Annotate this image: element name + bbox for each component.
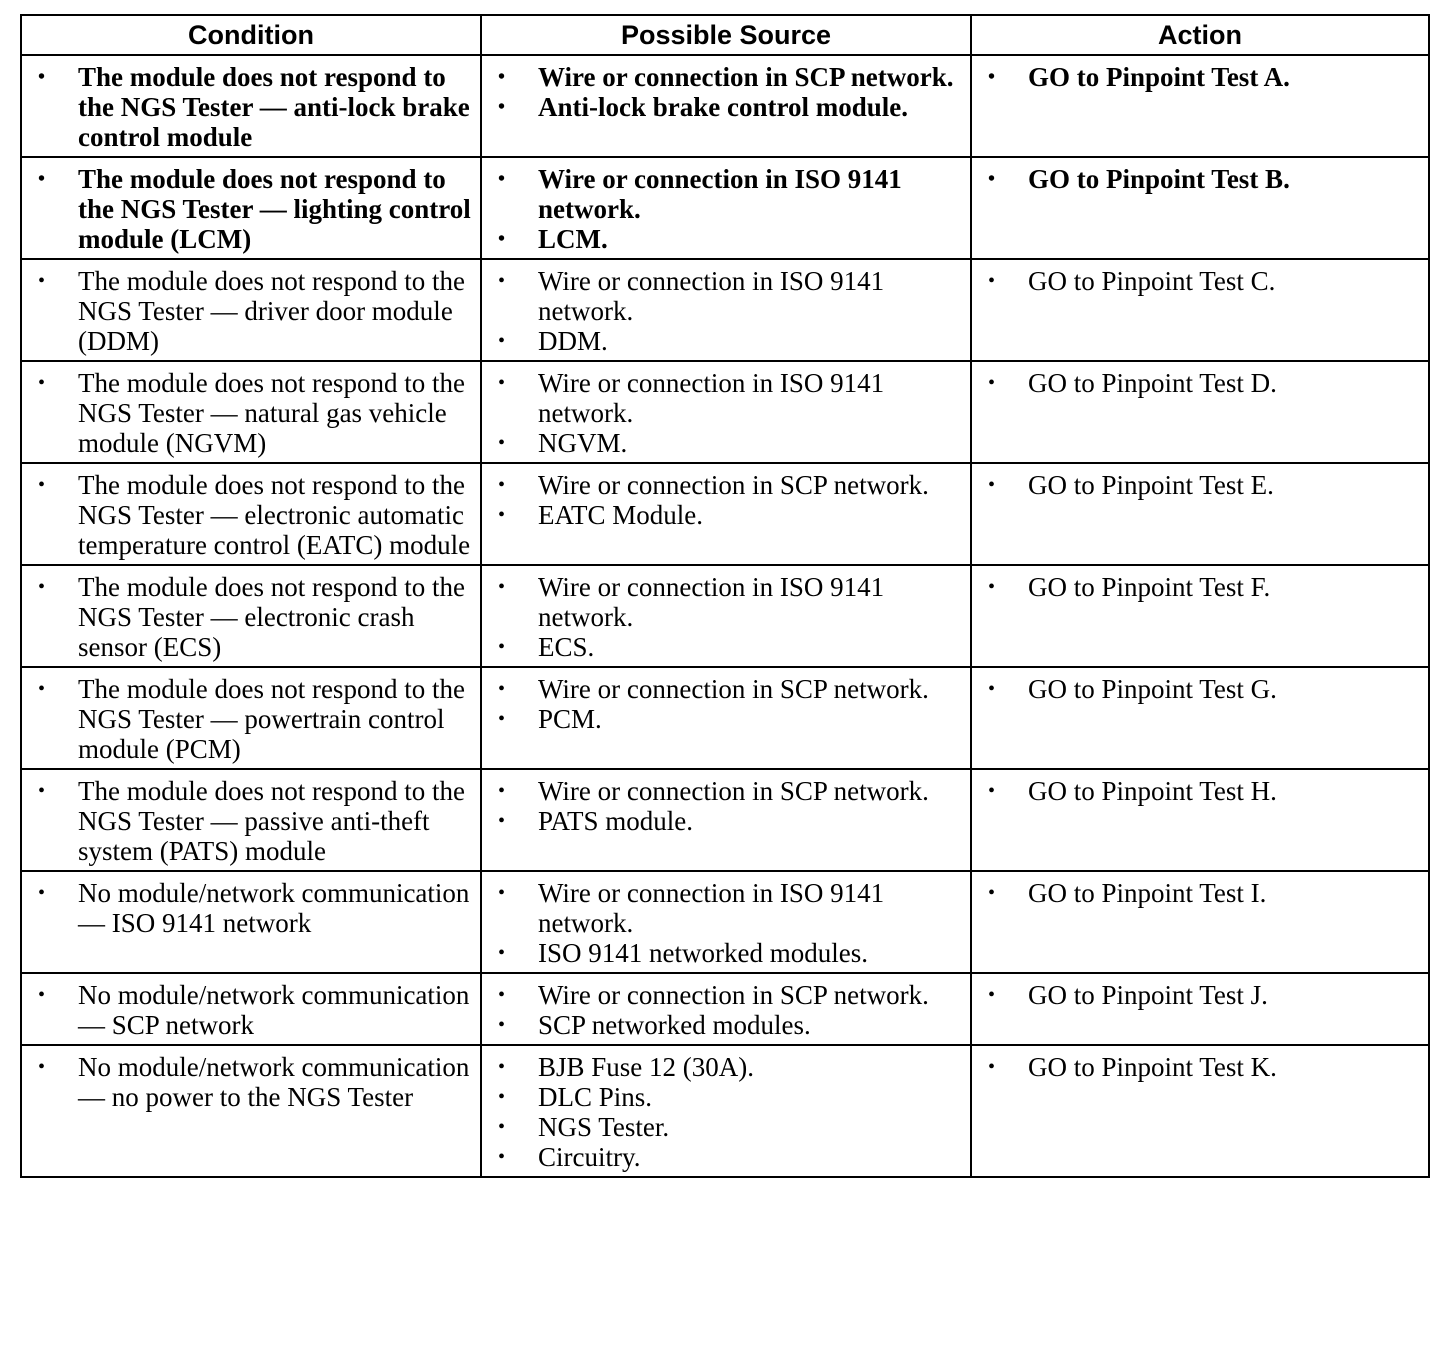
source-cell [481,871,971,973]
condition-cell [21,667,481,769]
action-text: • GO to Pinpoint Test I. [980,878,1420,908]
condition-cell [21,361,481,463]
source-cell [481,463,971,565]
source-item: • ISO 9141 networked modules. [490,938,962,968]
table-row [21,361,1429,463]
source-cell [481,973,971,1045]
action-cell [971,259,1429,361]
source-cell [481,565,971,667]
source-item: • Wire or connection in SCP network. [490,980,962,1010]
condition-cell [21,55,481,157]
source-cell [481,157,971,259]
action-cell [971,463,1429,565]
source-item: • PATS module. [490,806,962,836]
action-cell [971,565,1429,667]
condition-cell [21,157,481,259]
source-cell [481,55,971,157]
source-item: • Wire or connection in ISO 9141 network. [490,164,962,224]
table-row [21,1045,1429,1177]
condition-cell [21,1045,481,1177]
action-text: • GO to Pinpoint Test C. [980,266,1420,296]
source-item: • DDM. [490,326,962,356]
condition-cell [21,565,481,667]
condition-text: • The module does not respond to the NGS Tester — electronic automatic temperature control (EATC) module [30,470,472,560]
condition-text: • No module/network communication — no power to the NGS Tester [30,1052,472,1112]
source-item: • NGS Tester. [490,1112,962,1142]
action-cell [971,973,1429,1045]
action-cell [971,871,1429,973]
action-text: • GO to Pinpoint Test B. [980,164,1420,194]
header-action: Action [971,15,1429,55]
action-cell [971,667,1429,769]
action-text: • GO to Pinpoint Test D. [980,368,1420,398]
table-row [21,565,1429,667]
header-row [21,15,1429,55]
source-item: • ECS. [490,632,962,662]
condition-text: • The module does not respond to the NGS Tester — passive anti-theft system (PATS) module [30,776,472,866]
source-item: • Wire or connection in ISO 9141 network. [490,878,962,938]
condition-text: • The module does not respond to the NGS Tester — natural gas vehicle module (NGVM) [30,368,472,458]
condition-text: • The module does not respond to the NGS Tester — lighting control module (LCM) [30,164,472,254]
condition-text: • The module does not respond to the NGS Tester — powertrain control module (PCM) [30,674,472,764]
source-item: • Wire or connection in ISO 9141 network. [490,266,962,326]
source-cell [481,667,971,769]
condition-cell [21,769,481,871]
source-item: • Circuitry. [490,1142,962,1172]
condition-text: • The module does not respond to the NGS Tester — anti-lock brake control module [30,62,472,152]
source-item: • DLC Pins. [490,1082,962,1112]
condition-cell [21,259,481,361]
source-cell [481,259,971,361]
source-item: • PCM. [490,704,962,734]
action-cell [971,157,1429,259]
action-text: • GO to Pinpoint Test F. [980,572,1420,602]
source-cell [481,1045,971,1177]
table-row [21,667,1429,769]
source-item: • Wire or connection in ISO 9141 network. [490,368,962,428]
action-cell [971,361,1429,463]
table-row [21,871,1429,973]
source-item: • Wire or connection in ISO 9141 network. [490,572,962,632]
action-cell [971,1045,1429,1177]
action-text: • GO to Pinpoint Test E. [980,470,1420,500]
source-item: • NGVM. [490,428,962,458]
source-item: • SCP networked modules. [490,1010,962,1040]
condition-text: • No module/network communication — SCP network [30,980,472,1040]
table-row [21,259,1429,361]
table-row [21,55,1429,157]
action-cell [971,55,1429,157]
table-row [21,973,1429,1045]
action-text: • GO to Pinpoint Test H. [980,776,1420,806]
action-text: • GO to Pinpoint Test K. [980,1052,1420,1082]
source-item: • LCM. [490,224,962,254]
source-item: • Wire or connection in SCP network. [490,674,962,704]
source-item: • Anti-lock brake control module. [490,92,962,122]
source-item: • Wire or connection in SCP network. [490,62,962,92]
condition-cell [21,463,481,565]
header-condition: Condition [21,15,481,55]
action-cell [971,769,1429,871]
action-text: • GO to Pinpoint Test J. [980,980,1420,1010]
header-possible-source: Possible Source [481,15,971,55]
condition-text: • The module does not respond to the NGS Tester — driver door module (DDM) [30,266,472,356]
diagnostic-table [20,14,1430,1178]
condition-text: • The module does not respond to the NGS Tester — electronic crash sensor (ECS) [30,572,472,662]
action-text: • GO to Pinpoint Test G. [980,674,1420,704]
source-item: • EATC Module. [490,500,962,530]
action-text: • GO to Pinpoint Test A. [980,62,1420,92]
condition-text: • No module/network communication — ISO 9141 network [30,878,472,938]
table-row [21,463,1429,565]
condition-cell [21,973,481,1045]
source-item: • Wire or connection in SCP network. [490,470,962,500]
source-cell [481,361,971,463]
condition-cell [21,871,481,973]
source-item: • BJB Fuse 12 (30A). [490,1052,962,1082]
table-row [21,769,1429,871]
table-row [21,157,1429,259]
source-cell [481,769,971,871]
source-item: • Wire or connection in SCP network. [490,776,962,806]
